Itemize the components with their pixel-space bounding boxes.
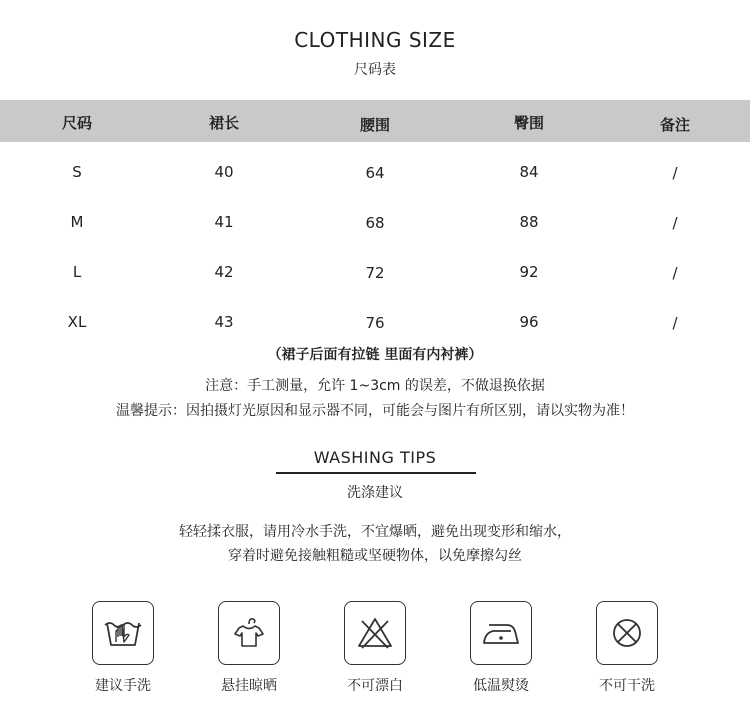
column-header-note: 备注 [659,116,691,134]
hand-wash-label: 建议手洗 [95,678,151,694]
low-iron-label: 低温熨烫 [473,678,529,694]
column-header-size: 尺码 [61,114,93,132]
cell-length: 41 [214,213,234,231]
washing-divider [276,472,476,474]
washing-subtitle: 洗涤建议 [347,485,403,501]
hang-dry-icon [218,601,280,665]
color-reminder: 温馨提示：因拍摄灯光原因和显示器不同，可能会与图片有所区别，请以实物为准！ [116,403,634,419]
no-dry-clean-icon [596,601,658,665]
zipper-note: （裙子后面有拉链 里面有内衬裤） [267,347,483,363]
no-bleach-icon [344,601,406,665]
size-table-body [0,0,750,340]
cell-length: 40 [214,163,234,181]
cell-hip: 96 [519,313,539,331]
cell-size: XL [67,313,87,331]
low-iron-icon [470,601,532,665]
cell-length: 43 [214,313,234,331]
cell-hip: 88 [519,213,539,231]
cell-hip: 92 [519,263,539,281]
hand-wash-icon [92,601,154,665]
column-header-waist: 腰围 [359,116,391,134]
cell-waist: 64 [365,164,385,182]
cell-size: L [72,263,82,281]
no-bleach-label: 不可漂白 [347,678,403,694]
cell-note: / [672,264,678,282]
column-header-hip: 臀围 [513,114,545,132]
cell-hip: 84 [519,163,539,181]
washing-title: WASHING TIPS [313,448,437,467]
page-subtitle: 尺码表 [354,62,396,78]
washing-instruction-1: 轻轻揉衣服，请用冷水手洗，不宜爆晒，避免出现变形和缩水， [179,524,571,540]
column-header-length: 裙长 [208,114,240,132]
cell-note: / [672,314,678,332]
cell-length: 42 [214,263,234,281]
cell-waist: 72 [365,264,385,282]
washing-instruction-2: 穿着时避免接触粗糙或坚硬物体，以免摩擦勾丝 [228,548,522,564]
cell-size: S [72,163,82,181]
measurement-note: 注意：手工测量，允许 1~3cm 的误差，不做退换依据 [205,378,545,394]
cell-note: / [672,164,678,182]
no-dry-clean-label: 不可干洗 [599,678,655,694]
hang-dry-label: 悬挂晾晒 [221,678,277,694]
page-title: CLOTHING SIZE [294,28,456,52]
cell-waist: 68 [365,214,385,232]
cell-waist: 76 [365,314,385,332]
cell-size: M [70,213,84,231]
cell-note: / [672,214,678,232]
